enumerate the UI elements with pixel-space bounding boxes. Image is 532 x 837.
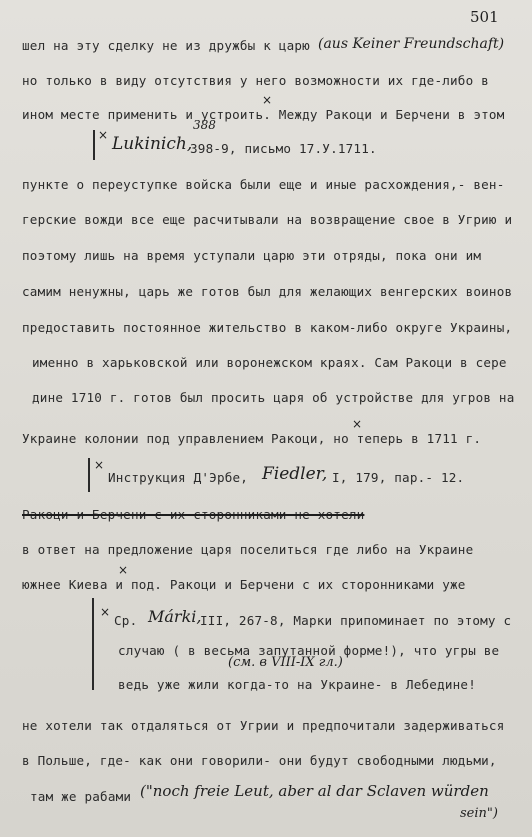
footnote-2-text-b: I, 179, пар.- 12.	[332, 470, 465, 485]
footnote-3-text-c: случаю ( в весьма запутанной форме!), что угры ве	[118, 643, 500, 658]
insertion-mark: ×	[262, 93, 273, 107]
handwritten-note-1: (aus Keiner Freundschaft)	[318, 36, 505, 52]
text-line-5: герские вожди все еще расчитывали на возвращение свое в Угрию и	[22, 212, 513, 227]
text-line-9: именно в харьковской или воронежском краях. Сам Ракоци в сере	[32, 355, 507, 370]
page-number: 501	[470, 8, 499, 26]
text-line-14: южнее Киева и под. Ракоци и Берчени с их сторонниками уже	[22, 577, 466, 592]
insertion-mark: ×	[118, 563, 129, 577]
footnote-bracket-2	[88, 458, 90, 492]
text-line-1: шел на эту сделку не из дружбы к царю	[22, 38, 310, 53]
text-line-10: дине 1710 г. готов был просить царя об устройстве для угров на	[32, 390, 515, 405]
footnote-mark-2: ×	[94, 458, 105, 472]
footnote-1-author: Lukinich,	[112, 134, 193, 154]
footnote-mark-1: ×	[98, 128, 109, 142]
footnote-1-text: 398-9, письмо 17.У.1711.	[190, 141, 377, 156]
text-line-15: не хотели так отдаляться от Угрии и предпочитали задерживаться	[22, 718, 505, 733]
text-line-13: в ответ на предложение царя поселиться где либо на Украине	[22, 542, 474, 557]
text-line-11: Украине колонии под управлением Ракоци, но теперь в 1711 г.	[22, 431, 482, 446]
footnote-3-text-a: Ср.	[114, 613, 138, 628]
text-line-8: предоставить постоянное жительство в каком-либо округе Украины,	[22, 320, 513, 335]
text-line-4: пункте о переуступке войска были еще и иные расхождения,- вен-	[22, 177, 505, 192]
text-line-6: поэтому лишь на время уступали царю эти отряды, пока они им	[22, 248, 482, 263]
footnote-2-text-a: Инструкция Д'Эрбе,	[108, 470, 249, 485]
handwritten-quote: ("noch freie Leut, aber al dar Sclaven würden	[140, 782, 489, 800]
footnote-bracket-1	[93, 130, 95, 160]
footnote-3-text-d: ведь уже жили когда-то на Украине- в Лебедине!	[118, 677, 476, 692]
text-line-3: ином месте применить и устроить. Между Ракоци и Берчени в этом	[22, 107, 505, 122]
footnote-2-author: Fiedler,	[262, 464, 328, 484]
footnote-3-handwritten-ref: (см. в VIII-IX гл.)	[228, 655, 343, 670]
text-line-17: там же рабами	[30, 789, 132, 804]
footnote-mark-3: ×	[100, 605, 111, 619]
handwritten-quote-end: sein")	[460, 806, 498, 821]
insertion-mark: ×	[352, 417, 363, 431]
text-line-7: самим ненужны, царь же готов был для желающих венгерских воинов	[22, 284, 513, 299]
footnote-1-page-correction: 388	[193, 118, 216, 132]
footnote-bracket-3	[92, 598, 94, 690]
text-line-2: но только в виду отсутствия у него возможности их где-либо в	[22, 73, 489, 88]
text-line-16: в Польше, где- как они говорили- они будут свободными людьми,	[22, 753, 497, 768]
footnote-3-author: Márki,	[148, 607, 202, 626]
struck-text-line: Ракоци и Берчени с их сторонниками не хотели	[22, 507, 365, 522]
footnote-3-text-b: III, 267-8, Марки припоминает по этому с	[200, 613, 512, 628]
